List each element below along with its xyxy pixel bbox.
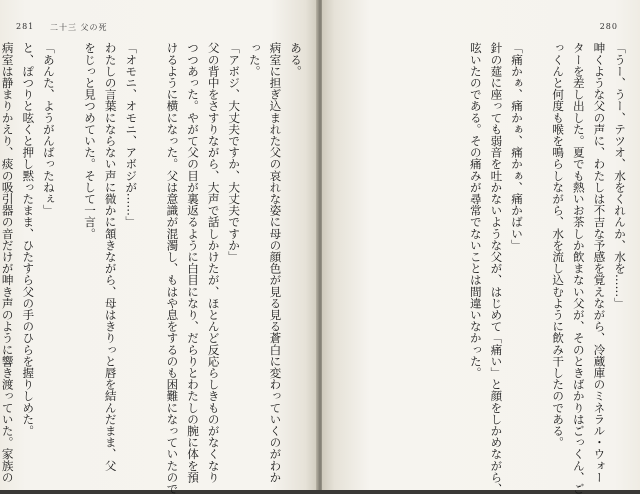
text-line: ターを差し出した。夏でも熱いお茶しか飲まない父が、そのときばかりはごっくん、ご xyxy=(571,42,586,494)
text-line: けるように横になった。父は意識が混濁し、もはや息をするのも困難になっていたので xyxy=(165,42,180,494)
right-page xyxy=(322,0,640,494)
text-line: 病室に担ぎ込まれた父の哀れな姿に母の顔色が見る見る蒼白に変わっていくのがわか xyxy=(268,42,283,483)
text-line: っくんと何度も喉を鳴らしながら、水を流し込むように飲み干したのである。 xyxy=(551,42,566,448)
text-line: 病室は静まりかえり、痰の吸引器の音だけが呻き声のように響き渡っていた。家族の xyxy=(0,42,15,483)
paragraph-break xyxy=(59,42,80,472)
text-line: 「うー、うー、テツオ、水をくれんか、水を……」 xyxy=(613,42,627,309)
text-line: ある。 xyxy=(289,42,303,77)
text-line: つつあった。やがて父の目が裏返るように白目になり、だらりとわたしの腕に体を預 xyxy=(186,42,201,483)
text-line: 「あんた、ようがんばったねぇ」 xyxy=(41,42,56,216)
paragraph-break xyxy=(141,42,162,472)
text-line: 針の莚に座っても弱音を吐かないような父が、はじめて「痛い」と顔をしかめながら、 xyxy=(489,42,504,494)
body-text xyxy=(0,42,306,494)
text-line: 呟いたのである。その痛みが尋常でないことは間違いなかった。 xyxy=(468,42,483,379)
text-line: 父の背中をさすりながら、大声で話しかけたが、ほとんど反応らしきものがなくなり xyxy=(206,42,221,483)
text-line: 「痛かぁ、痛かぁ、痛かぁ、痛かばい」 xyxy=(510,42,525,251)
text-line: 「オモニ、オモニ、アボジが……」 xyxy=(124,42,139,228)
page-number: 280 xyxy=(599,22,618,31)
text-line: と、ぽつりと呟くと押し黙ったまま、ひたすら父の手のひらを握りしめた。 xyxy=(21,42,36,437)
body-text xyxy=(336,42,630,494)
text-line: 呻くような父の声に、わたしは不吉な予感を覚えながら、冷蔵庫のミネラル・ウォー xyxy=(592,42,607,483)
paragraph-break xyxy=(527,42,548,472)
text-line: わたしの言葉にならない声に微かに頷きながら、母はきりっと唇を結んだまま、父 xyxy=(103,42,118,472)
text-line: った。 xyxy=(247,42,262,77)
left-page xyxy=(0,0,318,494)
page-number: 281 xyxy=(16,22,35,31)
text-line: 「アボジ、大丈夫ですか、大丈夫ですか」 xyxy=(227,42,242,263)
text-line: をじっと見つめていた。そして一言。 xyxy=(83,42,98,240)
running-head: 二十三 父の死 xyxy=(50,23,108,32)
